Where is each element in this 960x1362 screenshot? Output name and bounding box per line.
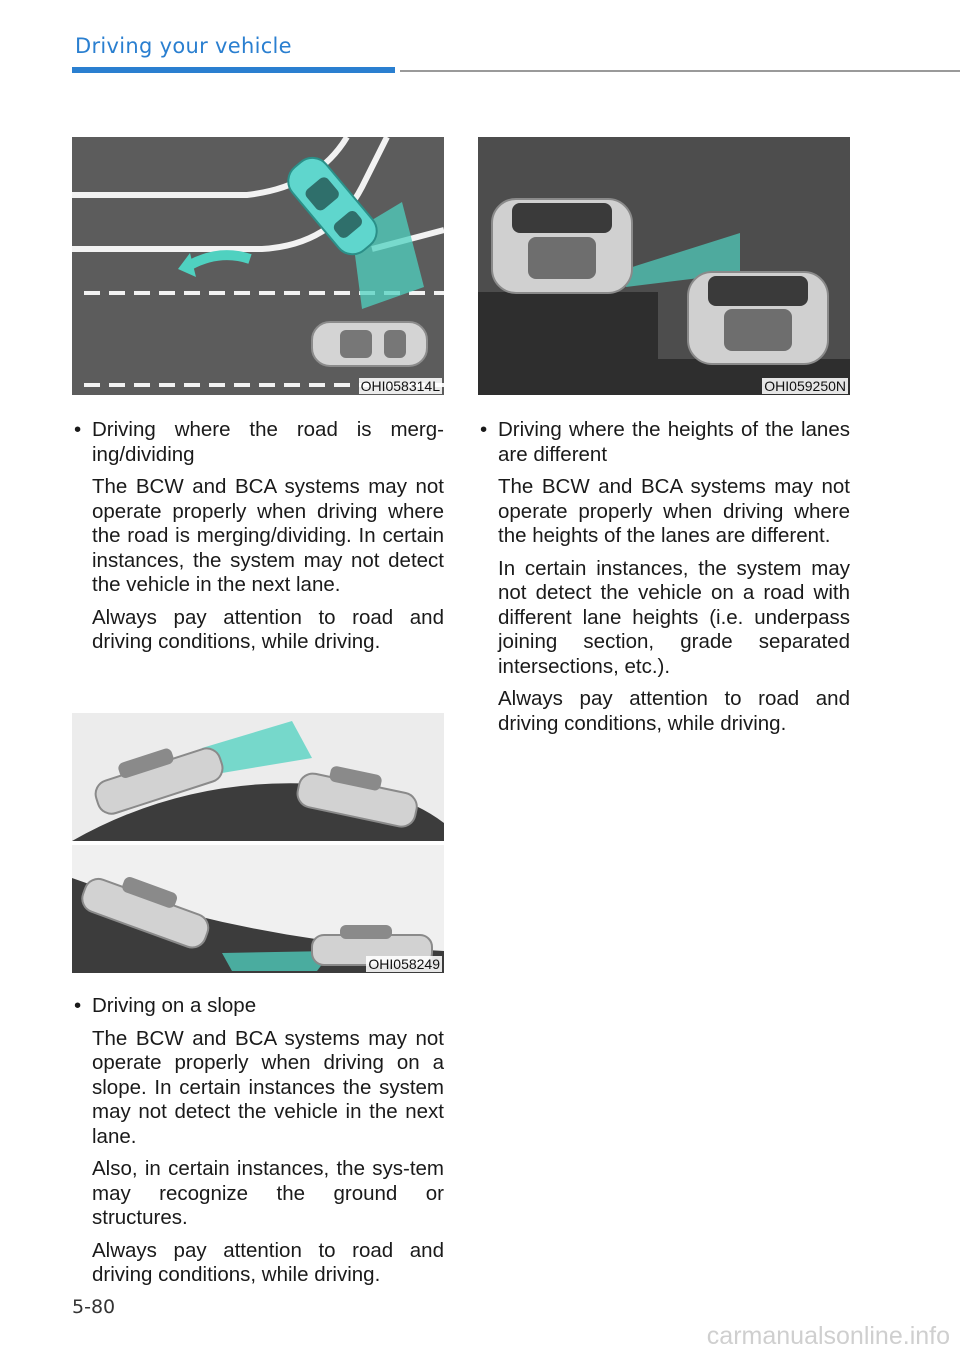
figure-code: OHI059250N [764, 378, 846, 394]
section-title: Driving your vehicle [75, 34, 292, 58]
paragraph: In certain instances, the system may not detect the vehicle on a road with different lane heights (i.e. underpass joining section, grade separated intersections, etc.). [498, 556, 850, 678]
bullet-slope: • Driving on a slope [72, 994, 444, 1019]
figure-slope [72, 713, 444, 973]
figure-merging-road [72, 137, 444, 395]
figure-lane-heights [478, 137, 850, 395]
merging-road-illustration [72, 137, 444, 395]
bullet-merging: • Driving where the road is merg-ing/dividing [72, 418, 444, 467]
figure-code: OHI058314L [360, 378, 440, 394]
paragraph: Always pay attention to road and driving conditions, while driving. [92, 605, 444, 653]
paragraph: Always pay attention to road and driving conditions, while driving. [92, 1238, 444, 1286]
paragraph: Also, in certain instances, the sys-tem may recognize the ground or structures. [92, 1157, 444, 1229]
watermark: carmanualsonline.info [706, 1322, 950, 1350]
paragraph: The BCW and BCA systems may not operate properly when driving where the heights of the lanes are different. [498, 475, 850, 547]
text-block-lane-heights [478, 418, 850, 736]
paragraph: The BCW and BCA systems may not operate properly when driving where the road is merging/dividing. In certain instances, the system may not detect the vehicle in the next lane. [92, 475, 444, 596]
paragraph: The BCW and BCA systems may not operate properly when driving on a slope. In certain instances the system may not detect the vehicle in the next lane. [92, 1026, 444, 1148]
slope-illustration [72, 713, 444, 973]
car-upper [492, 199, 632, 293]
text-block-slope [72, 994, 444, 1288]
figure-code: OHI058249 [368, 956, 440, 972]
header-rule-accent [72, 67, 395, 73]
text-block-merging [72, 418, 444, 655]
header-rule [400, 70, 960, 72]
lane-heights-illustration [478, 137, 850, 395]
paragraph: Always pay attention to road and driving conditions, while driving. [498, 687, 850, 735]
page-number: 5-80 [72, 1296, 116, 1318]
bullet-lane-heights: • Driving where the heights of the lanes are different [478, 418, 850, 467]
car-lower [688, 272, 828, 364]
